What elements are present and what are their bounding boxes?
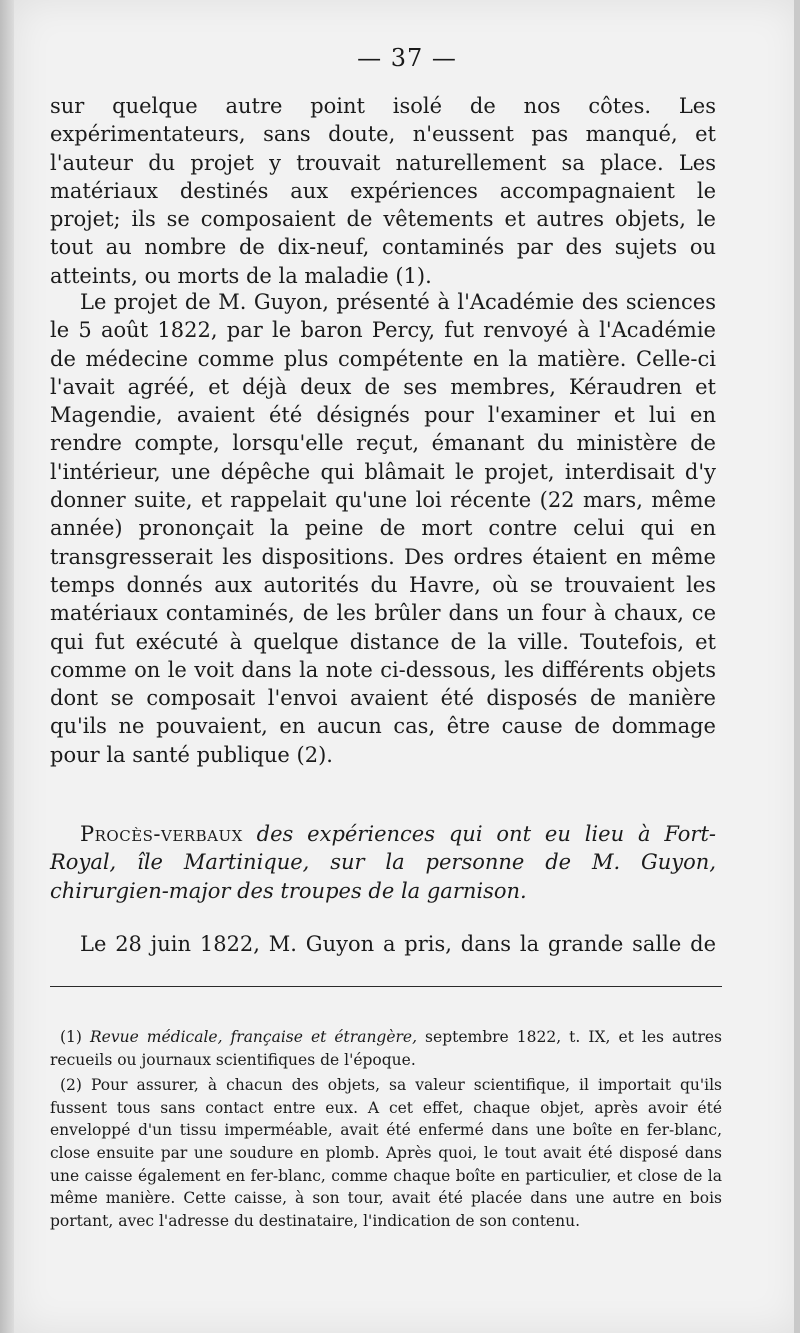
paragraph-1: sur quelque autre point isolé de nos côtes. Les expérimentateurs, sans doute, n'eussent pas manqué, et l'auteur du projet y trouvait naturellement sa place. Les matériaux destinés aux expériences accompagnaient le projet; ils se composaient de vêtements et autres objets, le tout au nombre de dix-neuf, contaminés par des sujets ou atteints, ou morts de la maladie (1).: [50, 94, 716, 288]
section-heading-title: des expériences qui ont eu lieu à Fort-Royal, île Martinique, sur la personne de M. Guyon, chirurgien-major des troupes de la garnison.: [50, 822, 716, 903]
section-heading-block: [50, 820, 716, 905]
page-number: — 37 —: [357, 44, 457, 72]
paragraph-2: Le projet de M. Guyon, présenté à l'Académie des sciences le 5 août 1822, par le baron Percy, fut renvoyé à l'Académie de médecine comme plus compétente en la matière. Celle-ci l'avait agréé, et déjà deux de ses membres, Kéraudren et Magendie, avaient été désignés pour l'examiner et lui en rendre compte, lorsqu'elle reçut, émanant du ministère de l'intérieur, une dépêche qui blâmait le projet, interdisait d'y donner suite, et rappelait qu'une loi récente (22 mars, même année) prononçait la peine de mort contre celui qui en transgresserait les dispositions. Des ordres étaient en même temps donnés aux autorités du Havre, où se trouvaient les matériaux contaminés, de les brûler dans un four à chaux, ce qui fut exécuté à quelque distance de la ville. Toutefois, et comme on le voit dans la note ci-dessous, les différents objets dont se composait l'envoi avaient été disposés de manière qu'ils ne pouvaient, en aucun cas, être cause de dommage pour la santé publique (2).: [50, 290, 716, 767]
footnote-divider: [50, 986, 722, 987]
paragraph-4-block: [50, 930, 716, 958]
footnote-1: [50, 1026, 722, 1071]
section-heading-lead: Procès-verbaux: [80, 822, 243, 846]
footnote-2-text: Pour assurer, à chacun des objets, sa valeur scientifique, il importait qu'ils fussent tous sans contact entre eux. A cet effet, chaque objet, après avoir été enveloppé d'un tissu imperméable, avait été enfermé dans une boîte en fer-blanc, close ensuite par une soudure en plomb. Après quoi, le tout avait été disposé dans une caisse également en fer-blanc, comme chaque boîte en particulier, et close de la même manière. Cette caisse, à son tour, avait été placée dans une autre en bois portant, avec l'adresse du destinataire, l'indication de son contenu.: [50, 1076, 722, 1230]
footnote-1-text: septembre 1822, t. IX, et les autres recueils ou journaux scientifiques de l'époque.: [50, 1028, 722, 1069]
footnote-1-number: (1): [60, 1028, 82, 1046]
footnote-2: [50, 1074, 722, 1232]
section-heading: [50, 820, 716, 905]
footnotes: [50, 1026, 722, 1235]
page-right-edge: [794, 0, 800, 1333]
paragraph-4: Le 28 juin 1822, M. Guyon a pris, dans la grande salle de: [80, 932, 716, 956]
page-binding-edge: [0, 0, 14, 1333]
footnote-1-title: Revue médicale, française et étrangère,: [90, 1028, 418, 1046]
paragraph-2-block: [50, 288, 716, 769]
book-page: [14, 0, 800, 1333]
footnote-2-number: (2): [60, 1076, 82, 1095]
paragraph-1-block: [50, 92, 716, 290]
